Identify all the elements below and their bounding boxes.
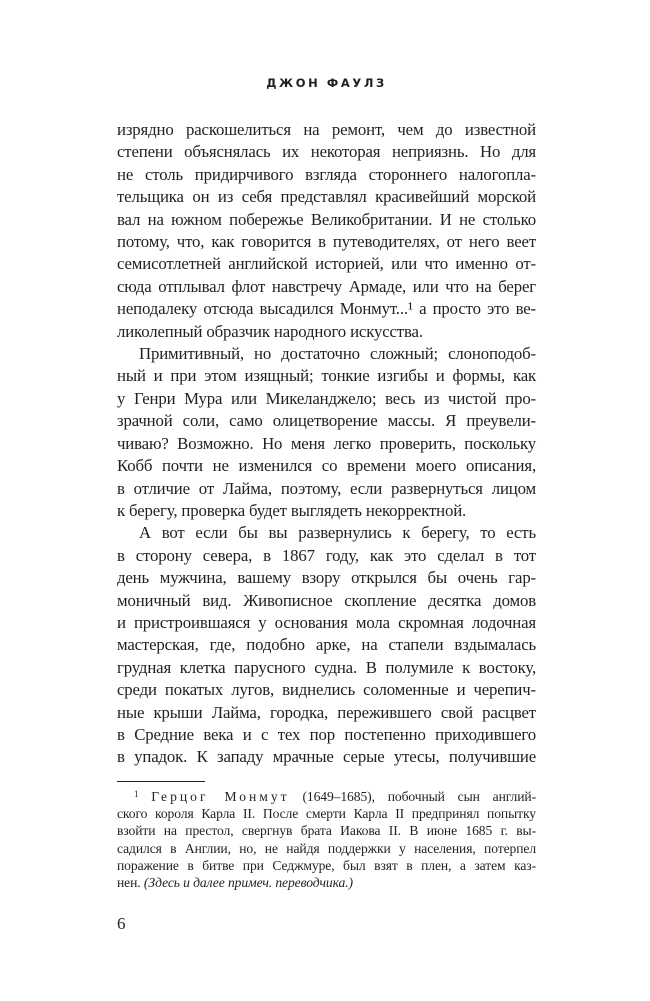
text-line: сюда отплывал флот навстречу Армаде, или что на берег: [117, 276, 536, 296]
text-line: в Средние века и с тех пор постепенно приходившего: [117, 724, 536, 744]
footnote-text: нен.: [117, 875, 144, 891]
text-line: и пристроившаяся у основания мола скромная лодочная: [117, 612, 536, 632]
text-line: к берегу, проверка будет выглядеть некорректной.: [117, 500, 467, 520]
text-line: ный и при этом изящный; тонкие изгибы и формы, как: [117, 366, 536, 386]
text-line: ные крыши Лайма, городка, пережившего свой расцвет: [117, 702, 536, 722]
text-line: в сторону севера, в 1867 году, как это сделал в тот: [117, 545, 536, 565]
text-line: у Генри Мура или Микеланджело; весь из чистой про-: [117, 388, 536, 408]
running-header: ДЖОН ФАУЛЗ: [266, 76, 387, 90]
text-line: Кобб почти не изменился со времени моего описания,: [117, 456, 536, 476]
text-line: в отличие от Лайма, поэтому, если развернуться лицом: [117, 478, 536, 498]
text-line: моничный вид. Живописное скопление десятка домов: [117, 590, 536, 610]
footnote-line: садился в Англии, но, не найдя поддержки у населения, потерпел: [117, 840, 536, 856]
footnote-divider: [117, 781, 205, 782]
text-line: степени объяснялась их некоторая неприязнь. Но для: [117, 142, 536, 162]
text-line: изрядно раскошелиться на ремонт, чем до известной: [117, 120, 536, 139]
text-line: Примитивный, но достаточно сложный; слоноподоб-: [139, 344, 536, 364]
page-number: 6: [117, 913, 126, 933]
text-line: день мужчина, вашему взору открылся бы очень гар-: [117, 568, 536, 588]
text-line: семисотлетней английской историей, или что именно от-: [117, 254, 536, 274]
text-line: среди покатых лугов, виднелись соломенные и черепич-: [117, 680, 536, 700]
text-line: зрачной соли, само олицетворение массы. Я преувели-: [117, 411, 536, 431]
footnote-line: взойти на престол, свергнув брата Иакова II. В июне 1685 г. вы-: [117, 823, 536, 839]
text-line: в упадок. К западу мрачные серые утесы, получившие: [117, 747, 536, 767]
footnote: [117, 788, 536, 892]
text-line: неподалеку отсюда высадился Монмут...¹ а просто это ве-: [117, 299, 536, 319]
text-line: чиваю? Возможно. Но меня легко проверить, поскольку: [117, 433, 536, 453]
text-line: потому, что, как говорится в путеводителях, от него веет: [117, 232, 536, 252]
footnote-name: Герцог Монмут: [151, 788, 290, 804]
text-line: вал на южном побережье Великобритании. И не столько: [117, 209, 536, 229]
text-line: ликолепный образчик народного искусства.: [117, 321, 423, 341]
footnote-line: поражение в битве при Седжмуре, был взят в плен, а затем каз-: [117, 857, 536, 873]
text-line: А вот если бы вы развернулись к берегу, то есть: [139, 523, 536, 543]
text-line: тельщика он из себя представлял красивейший морской: [117, 187, 536, 207]
footnote-line: [117, 874, 536, 891]
text-line: не столь придирчивого взгляда стороннего налогопла-: [117, 164, 536, 184]
footnote-text: (1649–1685), побочный сын англий-: [289, 788, 536, 804]
footnote-line: ского короля Карла II. После смерти Карла II предпринял попытку: [117, 806, 536, 822]
text-line: мастерская, где, подобно арке, на стапели вздымалась: [117, 635, 536, 655]
footnote-line: [117, 788, 536, 805]
translator-note: (Здесь и далее примеч. переводчика.): [143, 875, 353, 891]
footnote-marker: 1: [134, 788, 139, 799]
main-text: [117, 119, 536, 769]
text-line: грудная клетка парусного судна. В полумиле к востоку,: [117, 657, 536, 677]
